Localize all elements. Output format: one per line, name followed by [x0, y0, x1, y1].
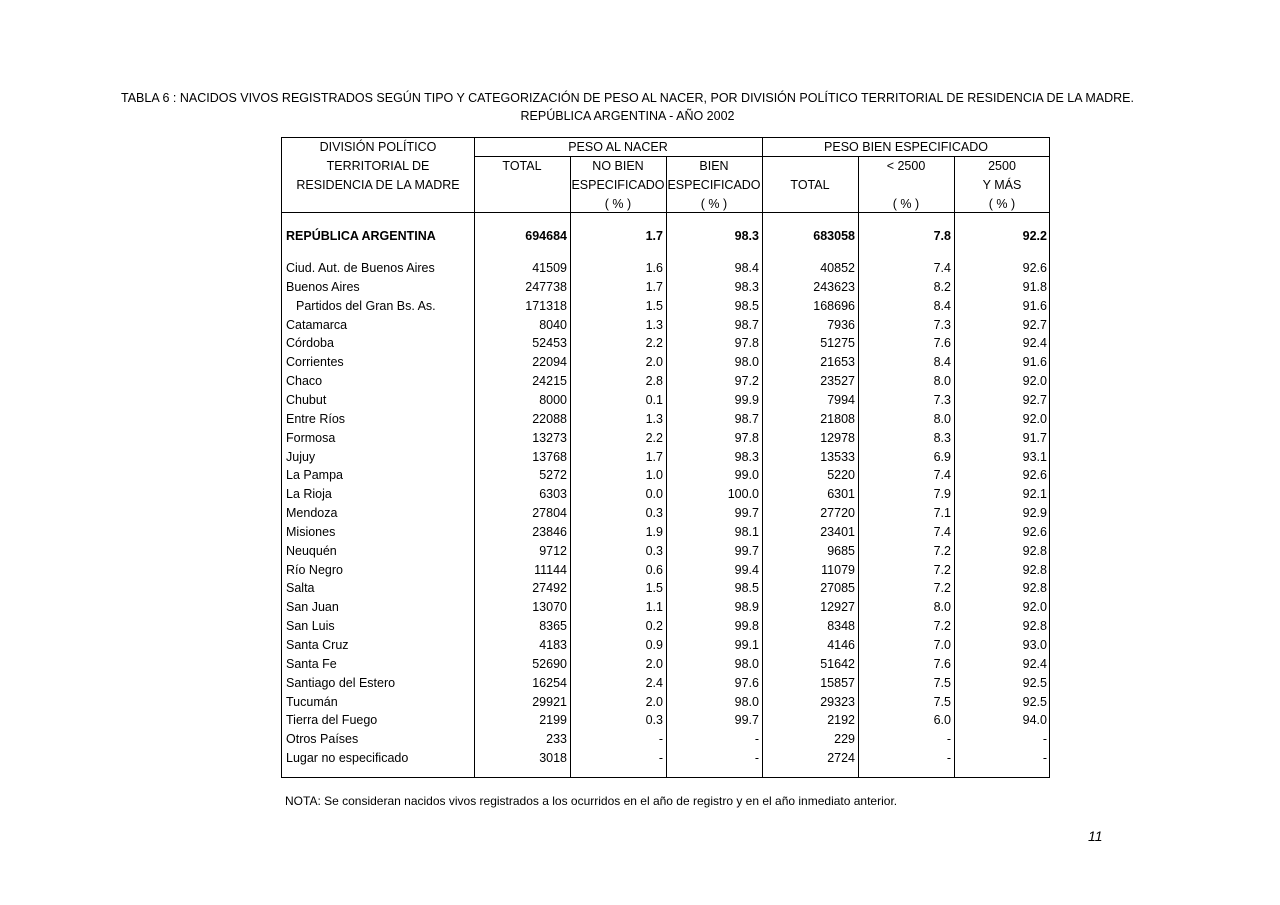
summary-no-bien: 1.7	[645, 229, 663, 243]
row-total2: 40852	[820, 261, 855, 275]
row-total2: 5220	[827, 468, 855, 482]
row-ge2500: 91.6	[1022, 299, 1047, 313]
row-lt2500: 7.5	[933, 676, 951, 690]
row-name: Otros Países	[286, 732, 359, 746]
header-no-bien-2: ESPECIFICADO	[571, 178, 665, 192]
row-total2: 12978	[820, 431, 855, 445]
row-name: La Pampa	[286, 468, 343, 482]
row-total: 4183	[539, 638, 567, 652]
row-no-bien: 0.3	[645, 713, 663, 727]
row-bien: 98.5	[734, 299, 759, 313]
row-ge2500: 92.6	[1022, 468, 1047, 482]
row-bien: 99.8	[734, 619, 759, 633]
row-name: Misiones	[286, 525, 336, 539]
row-lt2500: 8.0	[933, 374, 951, 388]
row-name: Río Negro	[286, 563, 343, 577]
row-lt2500: 7.9	[933, 487, 951, 501]
summary-lt2500: 7.8	[933, 229, 951, 243]
row-no-bien: 2.4	[645, 676, 663, 690]
header-lt2500-1: < 2500	[886, 159, 926, 173]
table-subtitle: REPÚBLICA ARGENTINA - AÑO 2002	[520, 109, 735, 123]
row-no-bien: 1.5	[645, 299, 663, 313]
row-no-bien: 1.3	[645, 318, 663, 332]
row-total: 3018	[539, 751, 567, 765]
row-lt2500: 7.5	[933, 695, 951, 709]
row-total2: 21808	[820, 412, 855, 426]
row-name: La Rioja	[286, 487, 332, 501]
row-total: 171318	[525, 299, 567, 313]
row-no-bien: 0.9	[645, 638, 663, 652]
row-name: Neuquén	[286, 544, 337, 558]
row-total: 41509	[532, 261, 567, 275]
row-ge2500: 91.8	[1022, 280, 1047, 294]
row-total2: 229	[834, 732, 855, 746]
row-ge2500: 91.7	[1022, 431, 1047, 445]
row-name: Lugar no especificado	[286, 751, 409, 765]
row-name: San Juan	[286, 600, 339, 614]
header-ge2500-1: 2500	[988, 159, 1016, 173]
row-total2: 2192	[827, 713, 855, 727]
row-lt2500: 7.3	[933, 318, 951, 332]
row-total2: 29323	[820, 695, 855, 709]
row-ge2500: 92.1	[1022, 487, 1047, 501]
row-total: 13273	[532, 431, 567, 445]
row-ge2500: 92.6	[1022, 261, 1047, 275]
row-total2: 51642	[820, 657, 855, 671]
row-bien: -	[754, 751, 759, 765]
row-total: 8365	[539, 619, 567, 633]
row-bien: 100.0	[727, 487, 759, 501]
row-name: Santa Fe	[286, 657, 337, 671]
row-lt2500: 7.1	[933, 506, 951, 520]
header-bien-1: BIEN	[699, 159, 729, 173]
data-table	[281, 137, 1050, 778]
row-no-bien: 2.2	[645, 336, 663, 350]
row-no-bien: 1.7	[645, 450, 663, 464]
row-name: San Luis	[286, 619, 335, 633]
row-total2: 15857	[820, 676, 855, 690]
row-total: 233	[546, 732, 567, 746]
header-division-1: DIVISIÓN POLÍTICO	[319, 140, 437, 154]
row-name: Corrientes	[286, 355, 344, 369]
row-total2: 11079	[821, 563, 855, 577]
summary-bien: 98.3	[734, 229, 759, 243]
summary-name: REPÚBLICA ARGENTINA	[286, 229, 436, 243]
row-no-bien: 2.0	[645, 657, 663, 671]
row-no-bien: 1.5	[645, 581, 663, 595]
row-total2: 13533	[820, 450, 855, 464]
row-ge2500: 92.9	[1022, 506, 1047, 520]
row-name: Ciud. Aut. de Buenos Aires	[286, 261, 435, 275]
row-total2: 51275	[820, 336, 855, 350]
header-no-bien-1: NO BIEN	[592, 159, 644, 173]
row-name: Tucumán	[286, 695, 338, 709]
row-name: Chaco	[286, 374, 323, 388]
row-name: Salta	[286, 581, 315, 595]
row-total2: 23401	[820, 525, 855, 539]
row-bien: -	[754, 732, 759, 746]
row-lt2500: 8.0	[933, 412, 951, 426]
row-ge2500: 91.6	[1022, 355, 1047, 369]
row-name: Jujuy	[286, 450, 316, 464]
header-peso-al-nacer: PESO AL NACER	[568, 140, 668, 154]
row-total: 16254	[532, 676, 567, 690]
row-bien: 99.1	[734, 638, 759, 652]
row-total2: 27085	[820, 581, 855, 595]
row-total2: 27720	[820, 506, 855, 520]
row-ge2500: 92.4	[1022, 657, 1047, 671]
row-lt2500: 7.3	[933, 393, 951, 407]
row-total2: 23527	[820, 374, 855, 388]
row-no-bien: -	[658, 751, 663, 765]
row-lt2500: 7.2	[933, 563, 951, 577]
row-total: 13070	[532, 600, 567, 614]
row-total: 52690	[532, 657, 567, 671]
row-no-bien: 2.0	[645, 355, 663, 369]
row-name: Santiago del Estero	[286, 676, 396, 690]
header-lt2500-2: ( % )	[892, 197, 920, 211]
table-title: TABLA 6 : NACIDOS VIVOS REGISTRADOS SEGÚN TIPO Y CATEGORIZACIÓN DE PESO AL NACER, POR DIVISIÓN POLÍTICO TERRITORIAL DE RESIDENCIA DE LA MADRE.	[121, 91, 1134, 105]
header-ge2500-2: Y MÁS	[982, 178, 1022, 192]
row-bien: 98.0	[734, 355, 759, 369]
row-ge2500: 92.4	[1022, 336, 1047, 350]
row-ge2500: 92.8	[1022, 544, 1047, 558]
page-number: 11	[1088, 828, 1103, 844]
row-bien: 98.3	[734, 280, 759, 294]
row-bien: 99.9	[734, 393, 759, 407]
row-bien: 98.9	[734, 600, 759, 614]
row-total: 2199	[539, 713, 567, 727]
row-bien: 97.8	[734, 336, 759, 350]
row-total2: 7994	[827, 393, 855, 407]
row-total: 27492	[532, 581, 567, 595]
row-total: 8000	[539, 393, 567, 407]
row-ge2500: 92.0	[1022, 412, 1047, 426]
row-name: Santa Cruz	[286, 638, 349, 652]
row-total2: 8348	[827, 619, 855, 633]
row-total: 23846	[532, 525, 567, 539]
row-bien: 98.7	[734, 318, 759, 332]
row-ge2500: 92.7	[1022, 393, 1047, 407]
row-lt2500: 7.2	[933, 544, 951, 558]
header-peso-bien: PESO BIEN ESPECIFICADO	[824, 140, 988, 154]
row-no-bien: 1.1	[645, 600, 663, 614]
row-lt2500: 7.2	[933, 581, 951, 595]
row-lt2500: -	[946, 751, 951, 765]
row-total: 22094	[532, 355, 567, 369]
header-total: TOTAL	[502, 159, 542, 173]
row-bien: 99.7	[734, 544, 759, 558]
row-bien: 98.0	[734, 695, 759, 709]
row-bien: 97.2	[734, 374, 759, 388]
row-total2: 9685	[827, 544, 855, 558]
row-no-bien: 1.7	[645, 280, 663, 294]
row-no-bien: 2.2	[645, 431, 663, 445]
header-ge2500-3: ( % )	[988, 197, 1016, 211]
row-name: Buenos Aires	[286, 280, 360, 294]
row-ge2500: 92.0	[1022, 600, 1047, 614]
row-no-bien: 0.2	[645, 619, 663, 633]
row-lt2500: 7.2	[933, 619, 951, 633]
row-total2: 6301	[827, 487, 855, 501]
row-name: Partidos del Gran Bs. As.	[296, 299, 436, 313]
header-bien-3: ( % )	[700, 197, 728, 211]
header-bien-2: ESPECIFICADO	[667, 178, 761, 192]
row-ge2500: 93.1	[1022, 450, 1047, 464]
row-bien: 99.7	[734, 506, 759, 520]
row-total2: 7936	[827, 318, 855, 332]
row-bien: 97.8	[734, 431, 759, 445]
row-no-bien: -	[658, 732, 663, 746]
row-bien: 98.5	[734, 581, 759, 595]
row-total: 13768	[532, 450, 567, 464]
row-ge2500: 93.0	[1022, 638, 1047, 652]
row-lt2500: 6.9	[933, 450, 951, 464]
row-total2: 243623	[813, 280, 855, 294]
header-division-3: RESIDENCIA DE LA MADRE	[296, 178, 460, 192]
row-bien: 99.4	[734, 563, 759, 577]
row-bien: 97.6	[734, 676, 759, 690]
row-bien: 99.0	[734, 468, 759, 482]
summary-ge2500: 92.2	[1022, 229, 1047, 243]
row-ge2500: 92.8	[1022, 619, 1047, 633]
row-lt2500: -	[946, 732, 951, 746]
row-name: Entre Ríos	[286, 412, 346, 426]
header-no-bien-3: ( % )	[604, 197, 632, 211]
row-no-bien: 2.0	[645, 695, 663, 709]
row-lt2500: 6.0	[933, 713, 951, 727]
row-ge2500: 92.0	[1022, 374, 1047, 388]
row-no-bien: 0.0	[645, 487, 663, 501]
row-name: Mendoza	[286, 506, 338, 520]
row-bien: 98.0	[734, 657, 759, 671]
row-ge2500: 92.8	[1022, 563, 1047, 577]
row-no-bien: 0.3	[645, 544, 663, 558]
row-total2: 4146	[827, 638, 855, 652]
row-total: 11144	[534, 563, 567, 577]
row-ge2500: 92.6	[1022, 525, 1047, 539]
row-total: 27804	[532, 506, 567, 520]
row-bien: 99.7	[734, 713, 759, 727]
row-total: 52453	[532, 336, 567, 350]
row-name: Formosa	[286, 431, 336, 445]
row-total: 8040	[539, 318, 567, 332]
row-total2: 2724	[827, 751, 855, 765]
summary-total2: 683058	[813, 229, 855, 243]
row-lt2500: 7.4	[933, 468, 951, 482]
row-name: Córdoba	[286, 336, 334, 350]
row-total: 29921	[532, 695, 567, 709]
row-lt2500: 8.0	[933, 600, 951, 614]
row-bien: 98.4	[734, 261, 759, 275]
header-total2: TOTAL	[790, 178, 830, 192]
row-bien: 98.1	[734, 525, 759, 539]
row-no-bien: 1.9	[645, 525, 663, 539]
table-note: NOTA: Se consideran nacidos vivos registrados a los ocurridos en el año de registro y en el año inmediato anterior.	[285, 794, 898, 808]
row-total: 22088	[532, 412, 567, 426]
row-lt2500: 8.2	[933, 280, 951, 294]
row-ge2500: 94.0	[1022, 713, 1047, 727]
row-no-bien: 0.6	[645, 563, 663, 577]
row-ge2500: 92.5	[1022, 676, 1047, 690]
row-total2: 21653	[820, 355, 855, 369]
row-total: 9712	[539, 544, 567, 558]
row-ge2500: 92.5	[1022, 695, 1047, 709]
header-division-2: TERRITORIAL DE	[326, 159, 430, 173]
row-no-bien: 2.8	[645, 374, 663, 388]
row-total2: 12927	[820, 600, 855, 614]
row-lt2500: 7.4	[933, 525, 951, 539]
row-lt2500: 7.6	[933, 336, 951, 350]
row-ge2500: 92.7	[1022, 318, 1047, 332]
row-total: 6303	[539, 487, 567, 501]
row-name: Chubut	[286, 393, 327, 407]
row-lt2500: 8.3	[933, 431, 951, 445]
row-lt2500: 7.6	[933, 657, 951, 671]
row-ge2500: -	[1042, 751, 1047, 765]
row-bien: 98.3	[734, 450, 759, 464]
row-total: 5272	[539, 468, 567, 482]
row-no-bien: 1.3	[645, 412, 663, 426]
row-total: 24215	[532, 374, 567, 388]
row-ge2500: 92.8	[1022, 581, 1047, 595]
row-name: Catamarca	[286, 318, 348, 332]
summary-total: 694684	[525, 229, 567, 243]
row-bien: 98.7	[734, 412, 759, 426]
row-name: Tierra del Fuego	[286, 713, 378, 727]
row-no-bien: 1.6	[645, 261, 663, 275]
row-ge2500: -	[1042, 732, 1047, 746]
row-lt2500: 8.4	[933, 355, 951, 369]
row-lt2500: 8.4	[933, 299, 951, 313]
row-lt2500: 7.4	[933, 261, 951, 275]
row-no-bien: 1.0	[645, 468, 663, 482]
row-total: 247738	[525, 280, 567, 294]
row-total2: 168696	[813, 299, 855, 313]
row-no-bien: 0.3	[645, 506, 663, 520]
row-no-bien: 0.1	[645, 393, 663, 407]
row-lt2500: 7.0	[933, 638, 951, 652]
